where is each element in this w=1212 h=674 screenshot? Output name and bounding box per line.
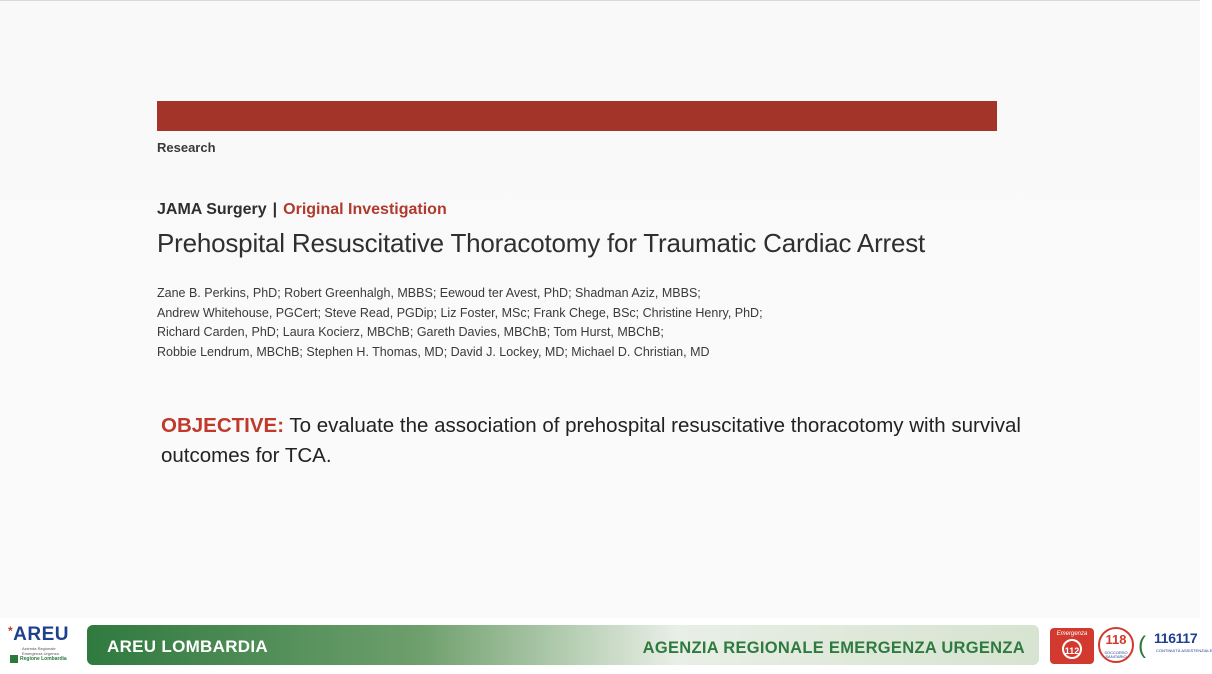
footer-left-label: AREU LOMBARDIA (107, 637, 268, 656)
author-line: Robbie Lendrum, MBChB; Stephen H. Thomas, MD; David J. Lockey, MD; Michael D. Christian, MD (157, 344, 710, 359)
areu-logo-text: *AREU (8, 624, 70, 645)
author-line: Zane B. Perkins, PhD; Robert Greenhalgh, MBBS; Eewoud ter Avest, PhD; Shadman Aziz, MBBS; (157, 286, 701, 300)
badge-116-caption: CONTINUITÀ ASSISTENZIALE (1156, 648, 1212, 653)
areu-logo-subtitle: Azienda Regionale Emergenza Urgenza (22, 646, 59, 656)
article-type: Original Investigation (283, 201, 447, 218)
article-title: Prehospital Resuscitative Thoracotomy for Traumatic Cardiac Arrest (157, 228, 926, 258)
continuity-care-badge (1138, 628, 1212, 664)
journal-name: JAMA Surgery (157, 201, 267, 218)
badge-116-number: 116117 (1154, 630, 1198, 646)
areu-logo (6, 624, 78, 670)
emergency-118-badge (1098, 627, 1134, 663)
journal-separator: | (272, 201, 278, 218)
phone-icon: ( (1138, 632, 1146, 659)
badge-118-number: 118 (1105, 632, 1127, 647)
objective-statement (161, 411, 1021, 471)
journal-header-bar (157, 101, 997, 131)
author-list (157, 284, 877, 362)
objective-label: OBJECTIVE: (161, 414, 285, 437)
badge-118-caption: SOCCORSO SANITARIO (1104, 650, 1128, 659)
badge-112-caption: Emergenza (1056, 631, 1088, 637)
lombardia-flag-icon (10, 655, 18, 663)
footer (0, 618, 1212, 674)
region-label: Regione Lombardia (20, 656, 67, 662)
objective-text: To evaluate the association of prehospital resuscitative thoracotomy with survival outcomes for TCA. (161, 414, 1021, 467)
author-line: Richard Carden, PhD; Laura Kocierz, MBChB; Gareth Davies, MBChB; Tom Hurst, MBChB; (157, 325, 664, 339)
badge-112-number: 112 (1062, 639, 1082, 659)
emergency-112-badge (1050, 628, 1094, 664)
footer-right-label: AGENZIA REGIONALE EMERGENZA URGENZA (642, 639, 1025, 657)
journal-line (157, 201, 447, 219)
author-line: Andrew Whitehouse, PGCert; Steve Read, PGDip; Liz Foster, MSc; Frank Chege, BSc; Christine Henry, PhD; (157, 305, 763, 320)
section-label: Research (157, 140, 216, 155)
